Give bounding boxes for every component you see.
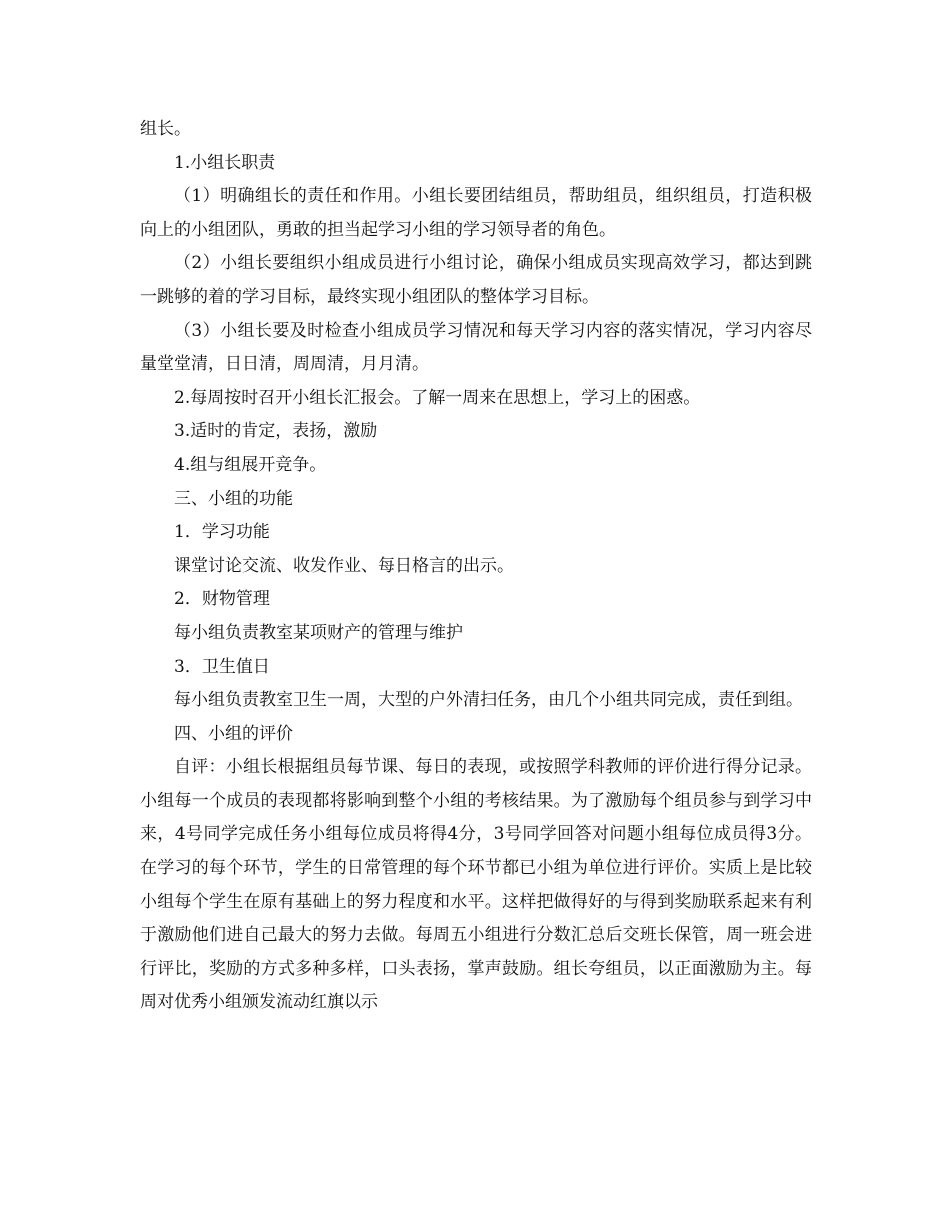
heading-group-leader-duties: 1.小组长职责 bbox=[174, 152, 276, 173]
section-heading-functions: 三、小组的功能 bbox=[174, 488, 293, 509]
subheading-property: 2．财物管理 bbox=[174, 589, 270, 610]
paragraph: （1）明确组长的责任和作用。小组长要团结组员，帮助组员，组织组员，打造积极向上的小组团队，勇敢的担当起学习小组的学习领导者的角色。 bbox=[140, 186, 812, 240]
paragraph: （3）小组长要及时检查小组成员学习情况和每天学习内容的落实情况，学习内容尽量堂堂清，日日清，周周清，月月清。 bbox=[140, 320, 812, 375]
paragraph: （2）小组长要组织小组成员进行小组讨论，确保小组成员实现高效学习，都达到跳一跳够的着的学习目标，最终实现小组团队的整体学习目标。 bbox=[140, 253, 812, 307]
paragraph: 4.组与组展开竞争。 bbox=[174, 454, 327, 475]
paragraph: 自评：小组长根据组员每节课、每日的表现，或按照学科教师的评价进行得分记录。小组每一个成员的表现都将影响到整个小组的考核结果。为了激励每个组员参与到学习中来，4号同学完成任务小组每位成员将得4分，3号同学回答对问题小组每位成员得3分。在学习的每个环节，学生的日常管理的每个环节都已小组为单位进行评价。实质上是比较小组每个学生在原有基础上的努力程度和水平。这样把做得好的与得到奖励联系起来有利于激励他们进自己最大的努力去做。每周五小组进行分数汇总后交班长保管，周一班会进行评比，奖励的方式多种多样，口头表扬，掌声鼓励。组长夸组员，以正面激励为主。每周对优秀小组颁发流动红旗以示 bbox=[140, 757, 812, 1013]
paragraph: 每小组负责教室卫生一周，大型的户外清扫任务，由几个小组共同完成，责任到组。 bbox=[174, 690, 803, 711]
subheading-hygiene: 3．卫生值日 bbox=[174, 656, 270, 677]
paragraph: 2.每周按时召开小组长汇报会。了解一周来在思想上，学习上的困惑。 bbox=[174, 387, 701, 408]
paragraph: 每小组负责教室某项财产的管理与维护 bbox=[174, 622, 463, 643]
paragraph: 课堂讨论交流、收发作业、每日格言的出示。 bbox=[174, 555, 514, 576]
section-heading-evaluation: 四、小组的评价 bbox=[174, 723, 293, 744]
paragraph: 3.适时的肯定，表扬，激励 bbox=[174, 421, 378, 442]
subheading-learning: 1．学习功能 bbox=[174, 522, 270, 543]
document-body bbox=[140, 113, 812, 1020]
paragraph: 组长。 bbox=[140, 119, 191, 139]
